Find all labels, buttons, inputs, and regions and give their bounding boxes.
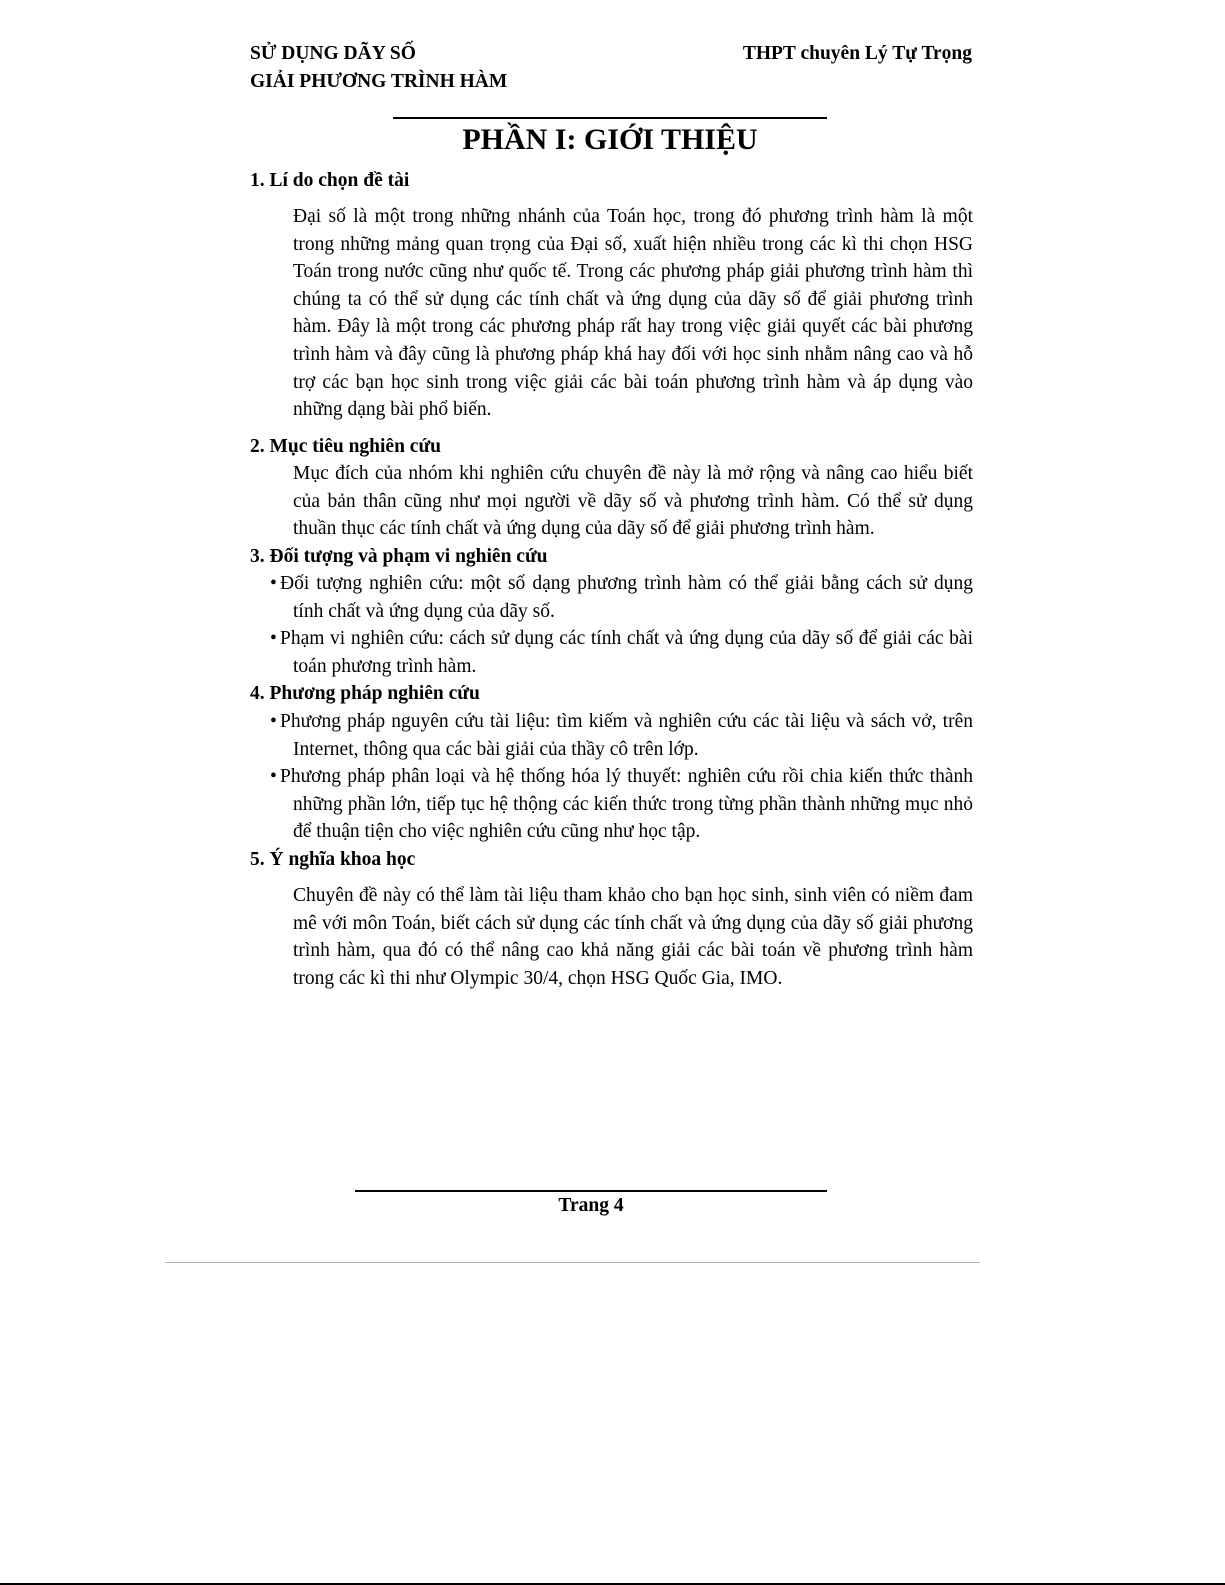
top-rule — [393, 117, 827, 119]
section-3-bullet-1 — [270, 570, 973, 625]
section-2-paragraph: Mục đích của nhóm khi nghiên cứu chuyên đề này là mở rộng và nâng cao hiểu biết của bản thân cũng như mọi người về dãy số và phương trình hàm. Có thể sử dụng thuần thục các tính chất và ứng dụng của dãy số để giải phương trình hàm. — [293, 463, 973, 540]
bullet-icon: • — [270, 766, 277, 787]
bullet-text: Phương pháp nguyên cứu tài liệu: tìm kiếm và nghiên cứu các tài liệu và sách vở, trên Internet, thông qua các bài giải của thầy cô trên lớp. — [280, 711, 973, 760]
section-1-heading: 1. Lí do chọn đề tài — [250, 170, 410, 191]
section-3-heading: 3. Đối tượng và phạm vi nghiên cứu — [250, 546, 548, 567]
section-4-bullet-2 — [270, 763, 973, 846]
section-2-heading: 2. Mục tiêu nghiên cứu — [250, 436, 442, 457]
header-left-line2: GIẢI PHƯƠNG TRÌNH HÀM — [250, 71, 508, 92]
section-5-heading: 5. Ý nghĩa khoa học — [250, 849, 416, 870]
bullet-text: Phương pháp phân loại và hệ thống hóa lý thuyết: nghiên cứu rồi chia kiến thức thành những phần lớn, tiếp tục hệ thộng các kiến thức trong từng phần thành những mục nhỏ để thuận tiện cho việc nghiên cứu cũng như học tập. — [280, 766, 973, 843]
header-left-line1: SỬ DỤNG DÃY SỐ — [250, 43, 416, 64]
page-title: PHẦN I: GIỚI THIỆU — [462, 123, 758, 156]
section-1-paragraph: Đại số là một trong những nhánh của Toán học, trong đó phương trình hàm là một trong những mảng quan trọng của Đại số, xuất hiện nhiều trong các kì thi chọn HSG Toán trong nước cũng như quốc tế. Trong các phương pháp giải phương trình hàm thì chúng ta có thể sử dụng các tính chất và ứng dụng của dãy số để giải phương trình hàm. Đây là một trong các phương pháp rất hay trong việc giải quyết các bài phương trình hàm và đây cũng là phương pháp khá hay đối với học sinh nhằm nâng cao và hỗ trợ các bạn học sinh trong việc giải các bài toán phương trình hàm và áp dụng vào những dạng bài phổ biến. — [293, 206, 973, 421]
bullet-text: Đối tượng nghiên cứu: một số dạng phương trình hàm có thể giải bằng cách sử dụng tính chất và ứng dụng của dãy số. — [280, 573, 973, 622]
bullet-icon: • — [270, 711, 277, 732]
bullet-icon: • — [270, 573, 277, 594]
section-4-bullet-1 — [270, 708, 973, 763]
section-4-heading: 4. Phương pháp nghiên cứu — [250, 683, 480, 704]
bullet-text: Phạm vi nghiên cứu: cách sử dụng các tính chất và ứng dụng của dãy số để giải các bài toán phương trình hàm. — [280, 628, 973, 677]
page-number: Trang 4 — [558, 1195, 624, 1216]
bullet-icon: • — [270, 628, 277, 649]
header-right: THPT chuyên Lý Tự Trọng — [742, 43, 972, 64]
section-5-paragraph: Chuyên đề này có thể làm tài liệu tham khảo cho bạn học sinh, sinh viên có niềm đam mê với môn Toán, biết cách sử dụng các tính chất và ứng dụng của dãy số giải phương trình hàm, qua đó có thể nâng cao khả năng giải các bài toán về phương trình hàm trong các kì thi như Olympic 30/4, chọn HSG Quốc Gia, IMO. — [293, 885, 973, 989]
section-3-bullet-2 — [270, 625, 973, 680]
header-left — [250, 40, 507, 96]
page-separator — [165, 1262, 980, 1263]
